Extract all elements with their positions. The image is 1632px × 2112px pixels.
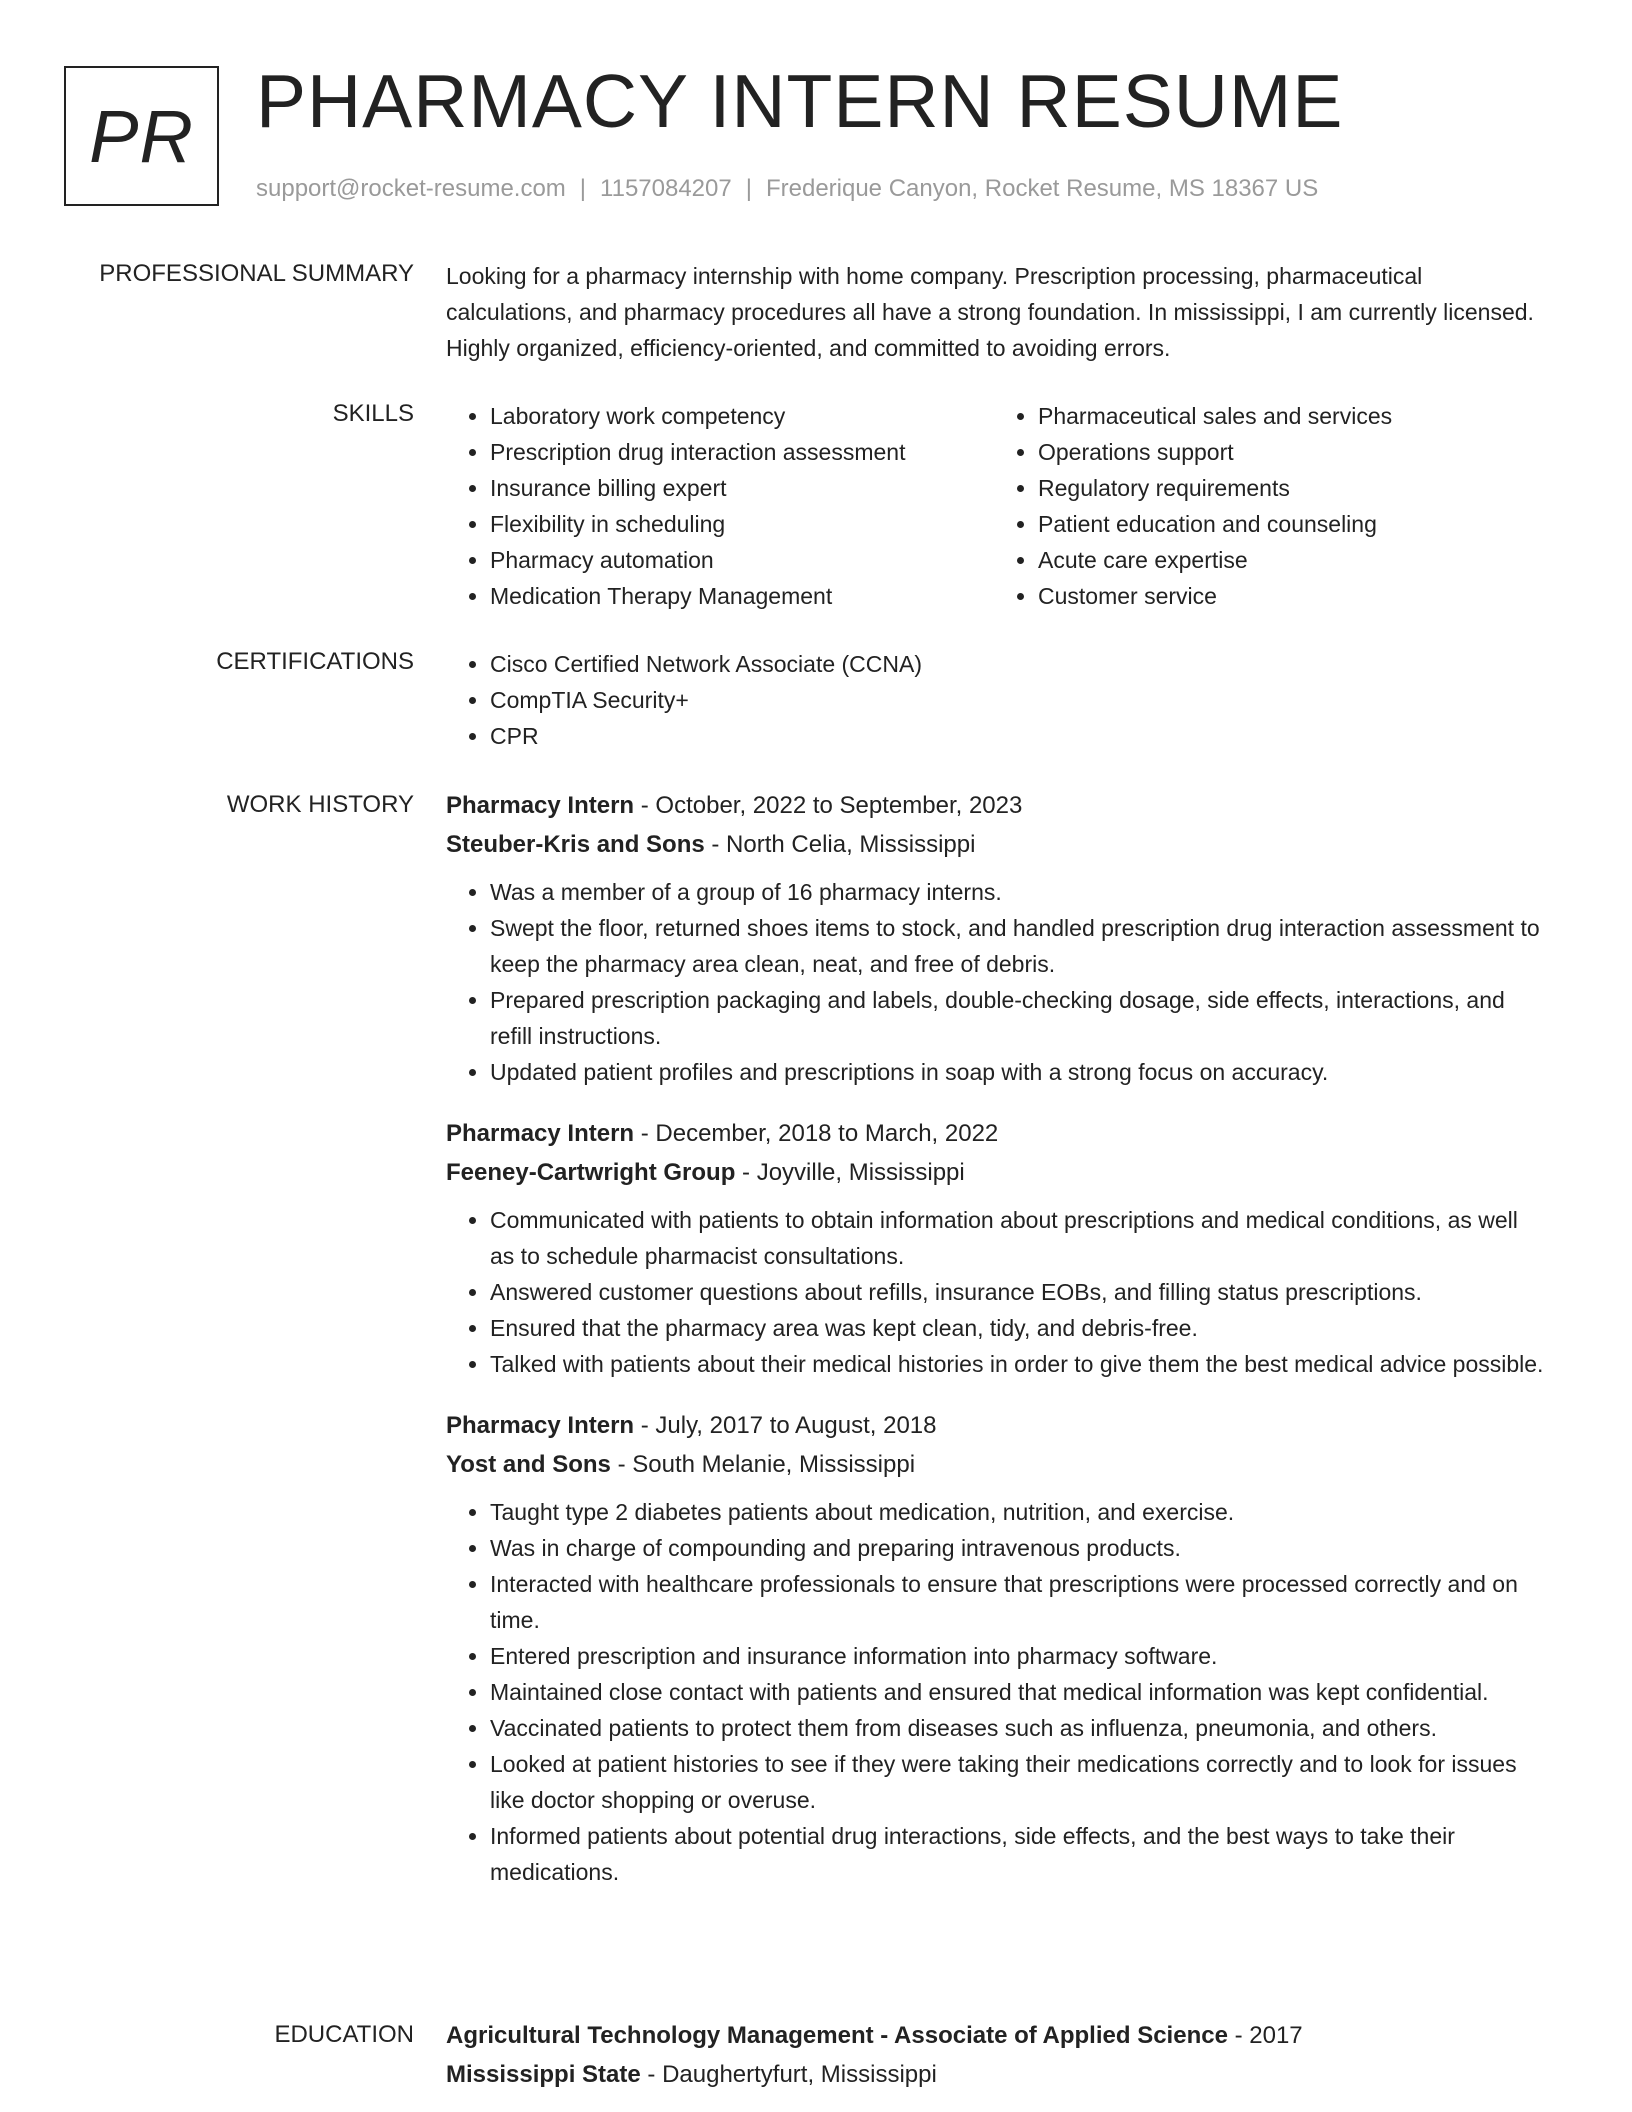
contact-address: Frederique Canyon, Rocket Resume, MS 18367 US (765, 175, 1319, 202)
job-bullet: • Swept the floor, returned shoes items to stock, and handled prescription drug interaction assessment to keep the pharmacy area clean, neat, and free of debris. (490, 910, 1546, 982)
skill-item: • Pharmaceutical sales and services (1038, 398, 1546, 434)
job-company: Steuber-Kris and Sons (446, 831, 705, 858)
section-label-work-history: WORK HISTORY (226, 791, 414, 818)
education-school-line (446, 2055, 1546, 2094)
skill-item: • Patient education and counseling (1038, 506, 1546, 542)
job-bullet: • Taught type 2 diabetes patients about medication, nutrition, and exercise. (490, 1494, 1546, 1530)
job-title: Pharmacy Intern (446, 792, 635, 819)
job-title: Pharmacy Intern (446, 1412, 635, 1439)
job-bullet: • Entered prescription and insurance information into pharmacy software. (490, 1638, 1546, 1674)
skill-item: • Medication Therapy Management (490, 578, 994, 614)
job-bullets (446, 1202, 1546, 1382)
skill-item: • Flexibility in scheduling (490, 506, 994, 542)
job-entry (446, 1406, 1546, 1890)
job-company: Feeney-Cartwright Group (446, 1159, 736, 1186)
job-company-line (446, 825, 1546, 864)
skill-item: • Regulatory requirements (1038, 470, 1546, 506)
job-bullet: • Talked with patients about their medical histories in order to give them the best medical advice possible. (490, 1346, 1546, 1382)
education-location: - Daughertyfurt, Mississippi (640, 2061, 937, 2088)
summary-text: Looking for a pharmacy internship with home company. Prescription processing, pharmaceutical calculations, and pharmacy procedures all have a strong foundation. In mississippi, I am currently licensed. Highly organized, efficiency-oriented, and committed to avoiding errors. (446, 263, 1534, 361)
resume-title: PHARMACY INTERN RESUME (256, 59, 1344, 143)
job-bullets (446, 874, 1546, 1090)
education-year: - 2017 (1227, 2022, 1303, 2049)
contact-email[interactable]: support@rocket-resume.com (256, 175, 566, 202)
job-bullet: • Ensured that the pharmacy area was kept clean, tidy, and debris-free. (490, 1310, 1546, 1346)
job-bullet: • Vaccinated patients to protect them from diseases such as influenza, pneumonia, and others. (490, 1710, 1546, 1746)
skills-list-right (994, 398, 1546, 614)
job-title-line (446, 786, 1546, 825)
job-bullet: • Updated patient profiles and prescriptions in soap with a strong focus on accuracy. (490, 1054, 1546, 1090)
job-bullet: • Communicated with patients to obtain information about prescriptions and medical conditions, as well as to schedule pharmacist consultations. (490, 1202, 1546, 1274)
job-bullet: • Prepared prescription packaging and labels, double-checking dosage, side effects, interactions, and refill instructions. (490, 982, 1546, 1054)
contact-separator: | (579, 175, 587, 202)
job-company-line (446, 1153, 1546, 1192)
certifications-list (446, 646, 1546, 754)
job-dates: - December, 2018 to March, 2022 (634, 1120, 999, 1147)
contact-line (256, 174, 1318, 204)
education-degree: Agricultural Technology Management - Associate of Applied Science (446, 2022, 1228, 2049)
job-bullet: • Looked at patient histories to see if they were taking their medications correctly and to look for issues like doctor shopping or overuse. (490, 1746, 1546, 1818)
job-dates: - October, 2022 to September, 2023 (634, 792, 1023, 819)
job-entry (446, 1114, 1546, 1382)
skill-item: • Operations support (1038, 434, 1546, 470)
monogram-box (64, 66, 219, 206)
job-bullet: • Was a member of a group of 16 pharmacy interns. (490, 874, 1546, 910)
skill-item: • Customer service (1038, 578, 1546, 614)
certification-item: • CPR (490, 718, 1546, 754)
contact-separator: | (745, 175, 752, 202)
section-label-skills: SKILLS (332, 400, 414, 427)
certification-item: • CompTIA Security+ (490, 682, 1546, 718)
contact-phone[interactable]: 1157084207 (600, 175, 732, 202)
section-label-summary: PROFESSIONAL SUMMARY (99, 260, 414, 287)
job-location: - South Melanie, Mississippi (610, 1451, 916, 1478)
job-bullet: • Interacted with healthcare professionals to ensure that prescriptions were processed correctly and on time. (490, 1566, 1546, 1638)
certification-item: • Cisco Certified Network Associate (CCNA) (490, 646, 1546, 682)
skills-list-left (446, 398, 994, 614)
skill-item: • Prescription drug interaction assessment (490, 434, 994, 470)
job-entry (446, 786, 1546, 1090)
skills-grid (446, 398, 1546, 614)
job-bullet: • Answered customer questions about refills, insurance EOBs, and filling status prescriptions. (490, 1274, 1546, 1310)
skill-item: • Laboratory work competency (490, 398, 994, 434)
job-title: Pharmacy Intern (446, 1120, 635, 1147)
job-title-line (446, 1114, 1546, 1153)
education-school: Mississippi State (446, 2061, 641, 2088)
job-title-line (446, 1406, 1546, 1445)
job-dates: - July, 2017 to August, 2018 (634, 1412, 937, 1439)
skill-item: • Acute care expertise (1038, 542, 1546, 578)
job-company-line (446, 1445, 1546, 1484)
education-degree-line (446, 2016, 1546, 2055)
job-bullet: • Informed patients about potential drug interactions, side effects, and the best ways to take their medications. (490, 1818, 1546, 1890)
job-company: Yost and Sons (446, 1451, 611, 1478)
skill-item: • Pharmacy automation (490, 542, 994, 578)
job-location: - Joyville, Mississippi (735, 1159, 965, 1186)
job-bullets (446, 1494, 1546, 1890)
job-bullet: • Maintained close contact with patients and ensured that medical information was kept confidential. (490, 1674, 1546, 1710)
monogram-initials: PR (89, 94, 194, 178)
section-label-certifications: CERTIFICATIONS (216, 648, 414, 675)
skill-item: • Insurance billing expert (490, 470, 994, 506)
job-location: - North Celia, Mississippi (704, 831, 976, 858)
job-bullet: • Was in charge of compounding and preparing intravenous products. (490, 1530, 1546, 1566)
section-label-education: EDUCATION (274, 2021, 414, 2048)
